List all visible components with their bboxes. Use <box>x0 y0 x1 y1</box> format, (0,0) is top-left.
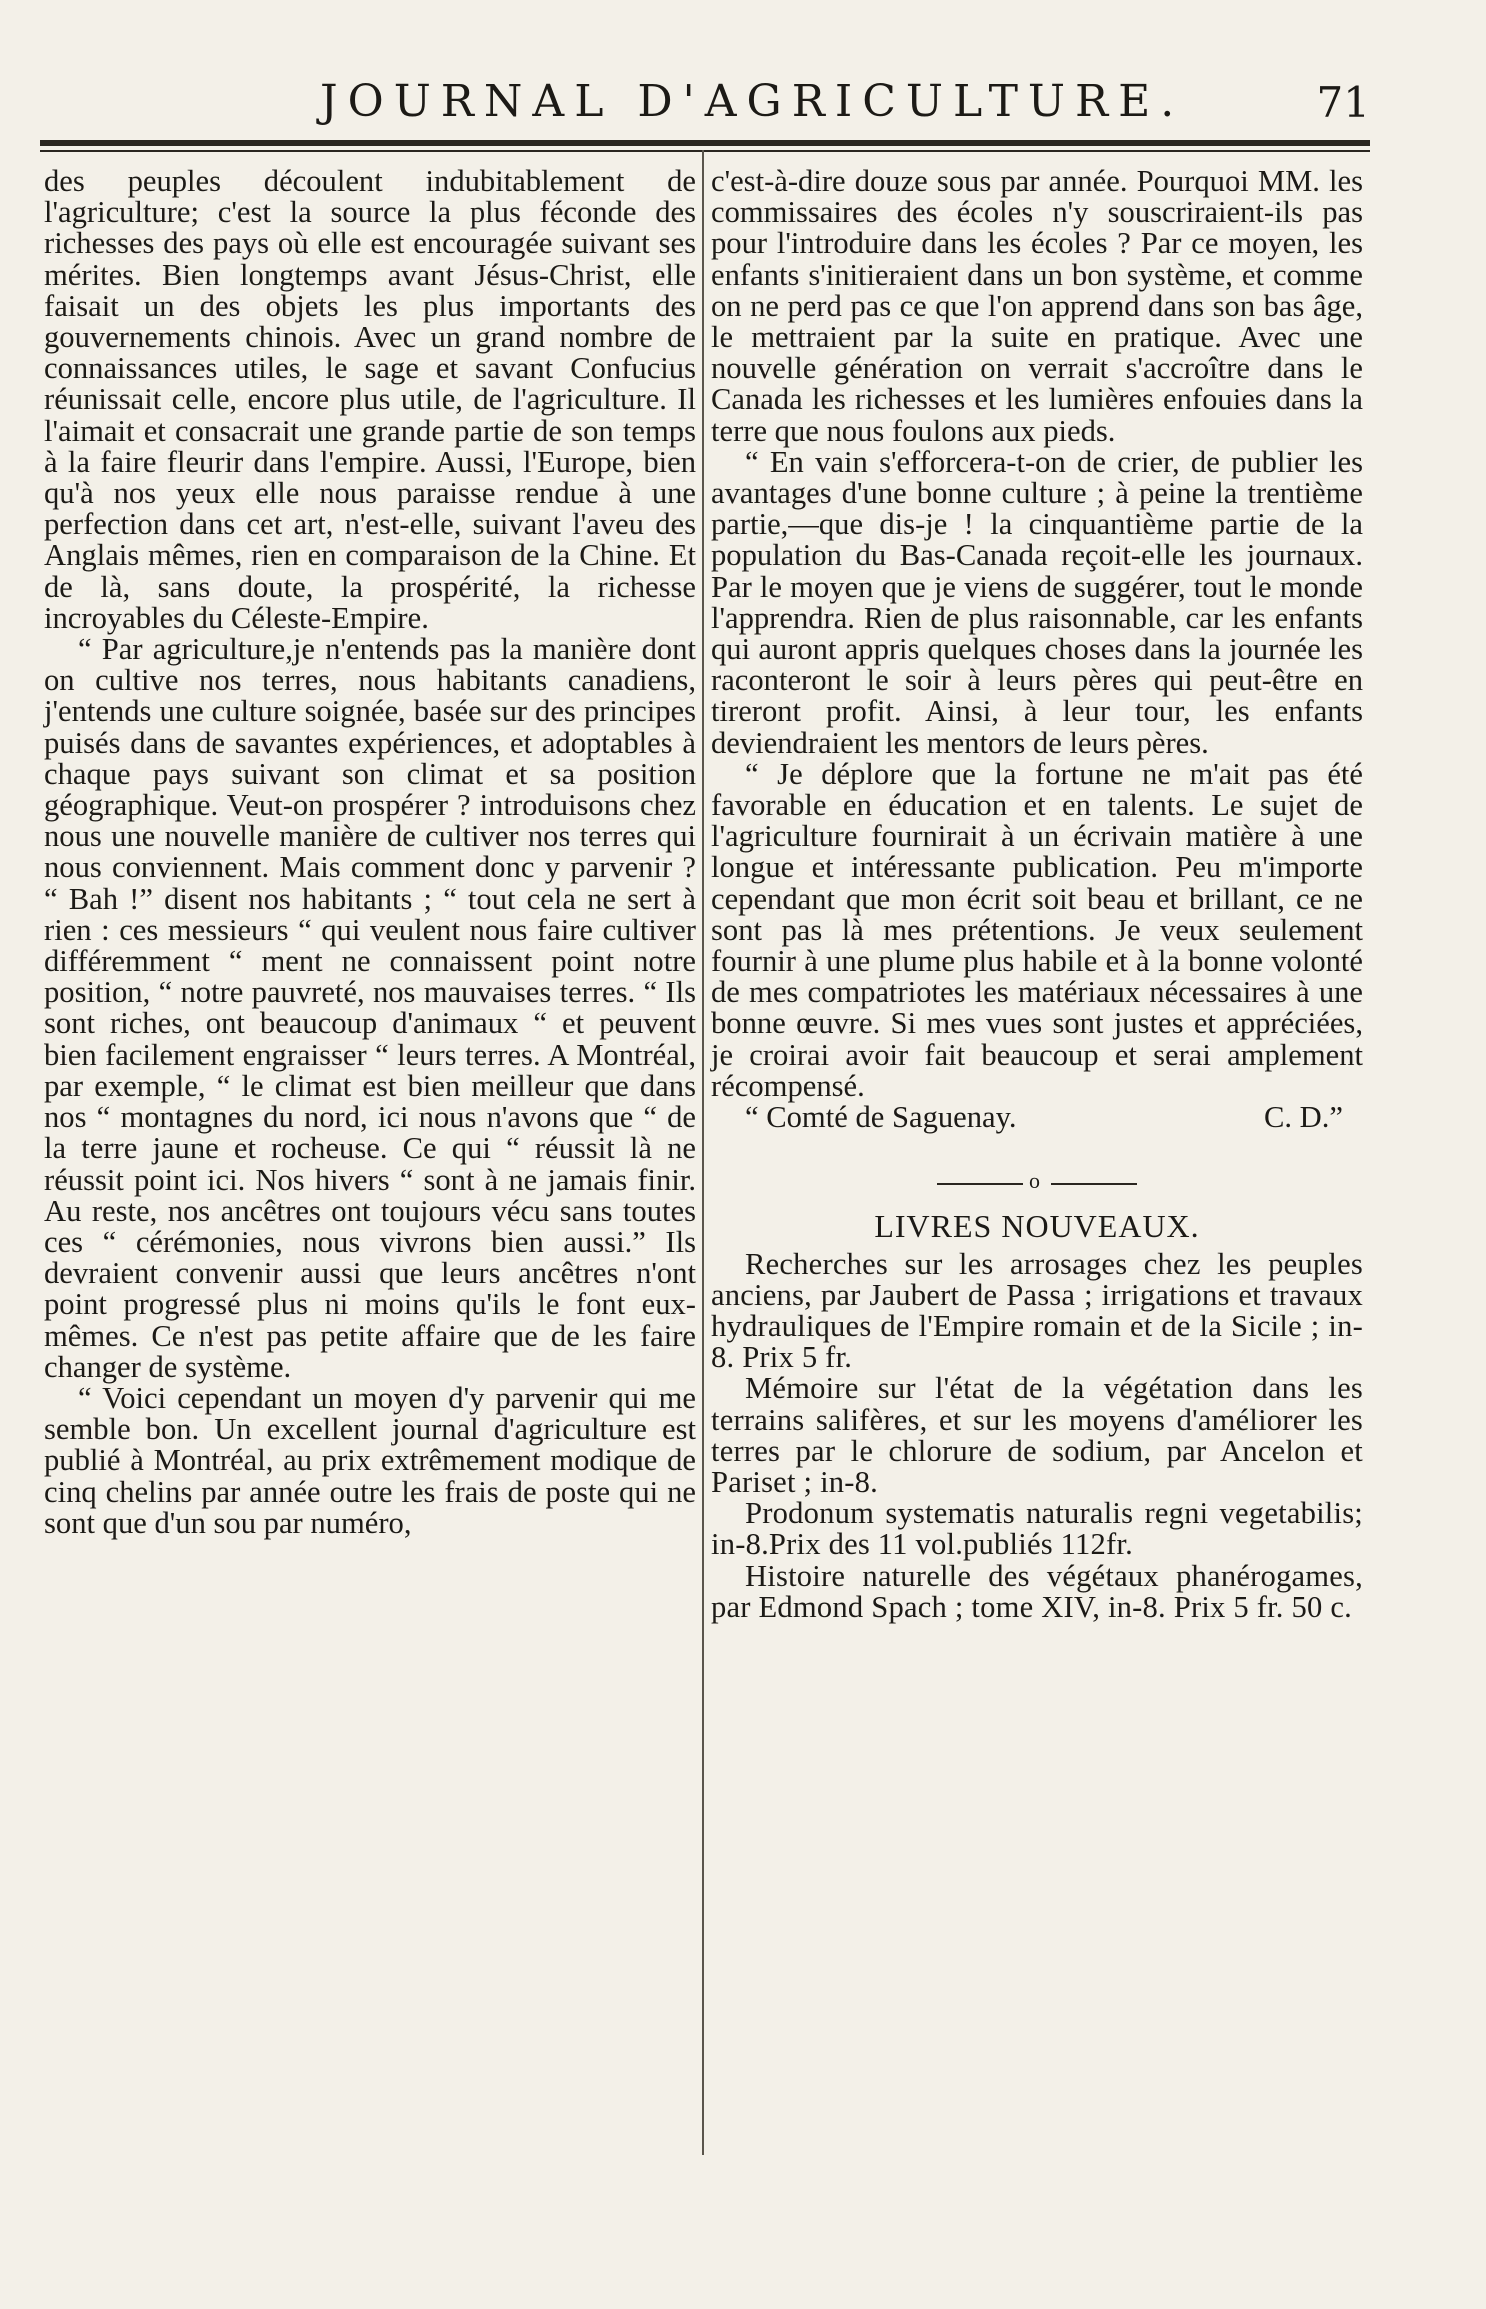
left-paragraph-1: des peuples découlent indubitablement de l'agriculture; c'est la source la plus féconde des richesses des pays où elle est encouragée suivant ses mérites. Bien longtemps avant Jésus-Christ, elle faisait un des objets les plus importants des gouvernements chinois. Avec un grand nombre de connaissances utiles, le sage et savant Confucius réunissait celle, encore plus utile, de l'agriculture. Il l'aimait et consacrait une grande partie de son temps à la faire fleurir dans l'empire. Aussi, l'Europe, bien qu'à nos yeux elle nous paraisse rendue à une perfection dans cet art, n'est-elle, suivant l'aveu des Anglais mêmes, rien en comparaison de la Chine. Et de là, sans doute, la prospérité, la richesse incroyables du Céleste-Empire. <box>44 164 696 635</box>
right-paragraph-1: c'est-à-dire douze sous par année. Pourquoi MM. les commissaires des écoles n'y souscriraient-ils pas pour l'introduire dans les écoles ? Par ce moyen, les enfants s'initieraient dans un bon système, et comme on ne perd pas ce que l'on apprend dans son bas âge, le mettraient par la suite en pratique. Avec une nouvelle génération on verrait s'accroître dans le Canada les richesses et les lumières enfouies dans la terre que nous foulons aux pieds. <box>711 164 1363 448</box>
letter-signoff <box>711 1102 1363 1133</box>
header-rule <box>40 140 1370 146</box>
separator-line-left <box>937 1183 1023 1185</box>
left-paragraph-2: “ Par agriculture,je n'entends pas la manière dont on cultive nos terres, nous habitants canadiens, j'entends une culture soignée, basée sur des principes puisés dans de savantes expériences, et adoptables à chaque pays suivant son climat et sa position géographique. Veut-on prospérer ? introduisons chez nous une nouvelle manière de cultiver nos terres qui nous conviennent. Mais comment donc y parvenir ? “ Bah !” disent nos habitants ; “ tout cela ne sert à rien : ces messieurs “ qui veulent nous faire cultiver différemment “ ment ne connaissent point notre position, “ notre pauvreté, nos mauvaises terres. “ Ils sont riches, ont beaucoup d'animaux “ et peuvent bien facilement engraisser “ leurs terres. A Montréal, par exemple, “ le climat est bien meilleur que dans nos “ montagnes du nord, ici nous n'avons que “ de la terre jaune et rocheuse. Ce qui “ réussit là ne réussit point ici. Nos hivers “ sont à ne jamais finir. Au reste, nos ancêtres ont toujours vécu sans toutes ces “ cérémonies, nous vivrons bien aussi.” Ils devraient convenir aussi que leurs ancêtres n'ont point progressé plus ni moins qu'ils le font eux-mêmes. Ce n'est pas petite affaire que de les faire changer de système. <box>44 632 696 1384</box>
column-divider <box>702 160 704 2155</box>
right-paragraph-3: “ Je déplore que la fortune ne m'ait pas été favorable en éducation et en talents. Le sujet de l'agriculture fournirait à un écrivain matière à une longue et intéressante publication. Peu m'importe cependant que mon écrit soit beau et brillant, ce ne sont pas là mes prétentions. Je veux seulement fournir à une plume plus habile et à la bonne volonté de mes compatriotes les matériaux nécessaires à une bonne œuvre. Si mes vues sont justes et appréciées, je croirai avoir fait beaucoup et serai amplement récompensé. <box>711 756 1363 1103</box>
header-rule-thin <box>40 150 1370 152</box>
running-title: JOURNAL D'AGRICULTURE. <box>320 76 1185 127</box>
right-column <box>711 166 1363 1623</box>
section-heading: LIVRES NOUVEAUX. <box>874 1208 1200 1245</box>
separator-line-right <box>1051 1183 1137 1185</box>
book-entry: Prodonum systematis naturalis regni vegetabilis; in-8.Prix des 11 vol.publiés 112fr. <box>711 1496 1363 1562</box>
book-entry: Mémoire sur l'état de la végétation dans les terrains salifères, et sur les moyens d'améliorer les terres par le chlorure de sodium, par Ancelon et Pariset ; in-8. <box>711 1371 1363 1499</box>
section-separator <box>937 1168 1137 1194</box>
book-entry: Histoire naturelle des végétaux phanérogames, par Edmond Spach ; tome XIV, in-8. Prix 5 fr. 50 c. <box>711 1558 1363 1624</box>
right-paragraph-2: “ En vain s'efforcera-t-on de crier, de publier les avantages d'une bonne culture ; à peine la trentième partie,—que dis-je ! la cinquantième partie de la population du Bas-Canada reçoit-elle les journaux. Par le moyen que je viens de suggérer, tout le monde l'apprendra. Rien de plus raisonnable, car les enfants qui auront appris quelques choses dans la journée les raconteront le soir à leurs pères qui peut-être en tireront profit. Ainsi, à leur tour, les enfants deviendraient les mentors de leurs pères. <box>711 444 1363 760</box>
separator-mark: o <box>1029 1168 1040 1194</box>
book-entry: Recherches sur les arrosages chez les peuples anciens, par Jaubert de Passa ; irrigations et travaux hydrauliques de l'Empire romain et de la Sicile ; in-8. Prix 5 fr. <box>711 1246 1363 1375</box>
page-header <box>40 60 1370 130</box>
signoff-place: “ Comté de Saguenay. <box>745 1100 1017 1135</box>
page-number: 71 <box>1316 78 1370 127</box>
left-paragraph-3: “ Voici cependant un moyen d'y parvenir qui me semble bon. Un excellent journal d'agriculture est publié à Montréal, au prix extrêmement modique de cinq chelins par année outre les frais de poste qui ne sont que d'un sou par numéro, <box>44 1380 696 1540</box>
signoff-initials: C. D.” <box>1263 1100 1343 1135</box>
left-column <box>44 166 696 1539</box>
